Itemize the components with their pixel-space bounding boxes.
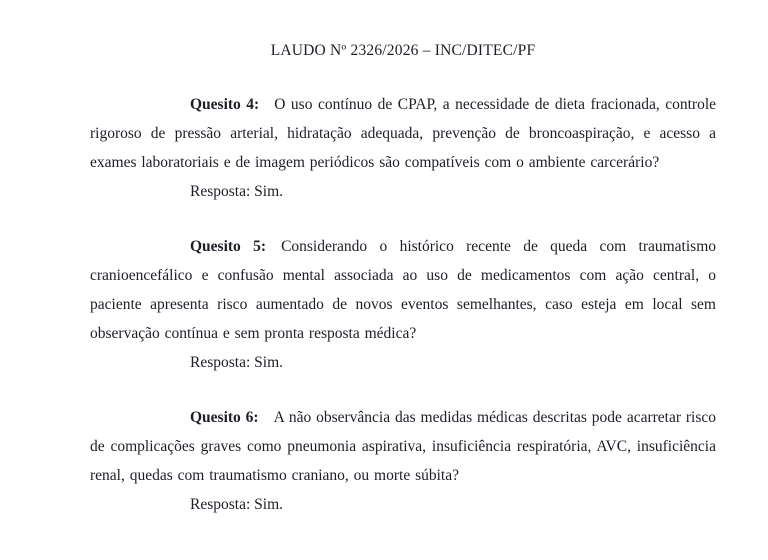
question-text: A não observância das medidas médicas descritas pode acarretar risco de complicações graves como pneumonia aspirativa, insuficiência respiratória, AVC, insuficiência renal, quedas com traumatismo craniano, ou morte súbita? [90, 409, 717, 484]
question-label: Quesito 6: [190, 409, 259, 426]
question-label: Quesito 5: [190, 238, 267, 255]
question-text: O uso contínuo de CPAP, a necessidade de dieta fracionada, controle rigoroso de pressão arterial, hidratação adequada, prevenção de broncoaspiração, e acesso a exames laboratoriais e de imagem periódicos são compatíveis com o ambiente carcerário? [90, 96, 717, 171]
answer-line: Resposta: Sim. [190, 354, 284, 371]
quesito-section-6 [90, 403, 716, 519]
question-text: Considerando o histórico recente de queda com traumatismo cranioencefálico e confusão mental associada ao uso de medicamentos com ação central, o paciente apresenta risco aumentado de novos eventos semelhantes, caso esteja em local sem observação contínua e sem pronta resposta médica? [90, 238, 717, 342]
question-paragraph [90, 403, 716, 490]
answer-line: Resposta: Sim. [190, 496, 284, 513]
question-paragraph [90, 90, 716, 177]
document-title: LAUDO Nº 2326/2026 – INC/DITEC/PF [270, 42, 536, 59]
question-label: Quesito 4: [190, 96, 260, 113]
answer-line: Resposta: Sim. [190, 183, 284, 200]
quesito-section-5 [90, 232, 716, 377]
question-paragraph [90, 232, 716, 348]
quesito-section-4 [90, 90, 716, 206]
